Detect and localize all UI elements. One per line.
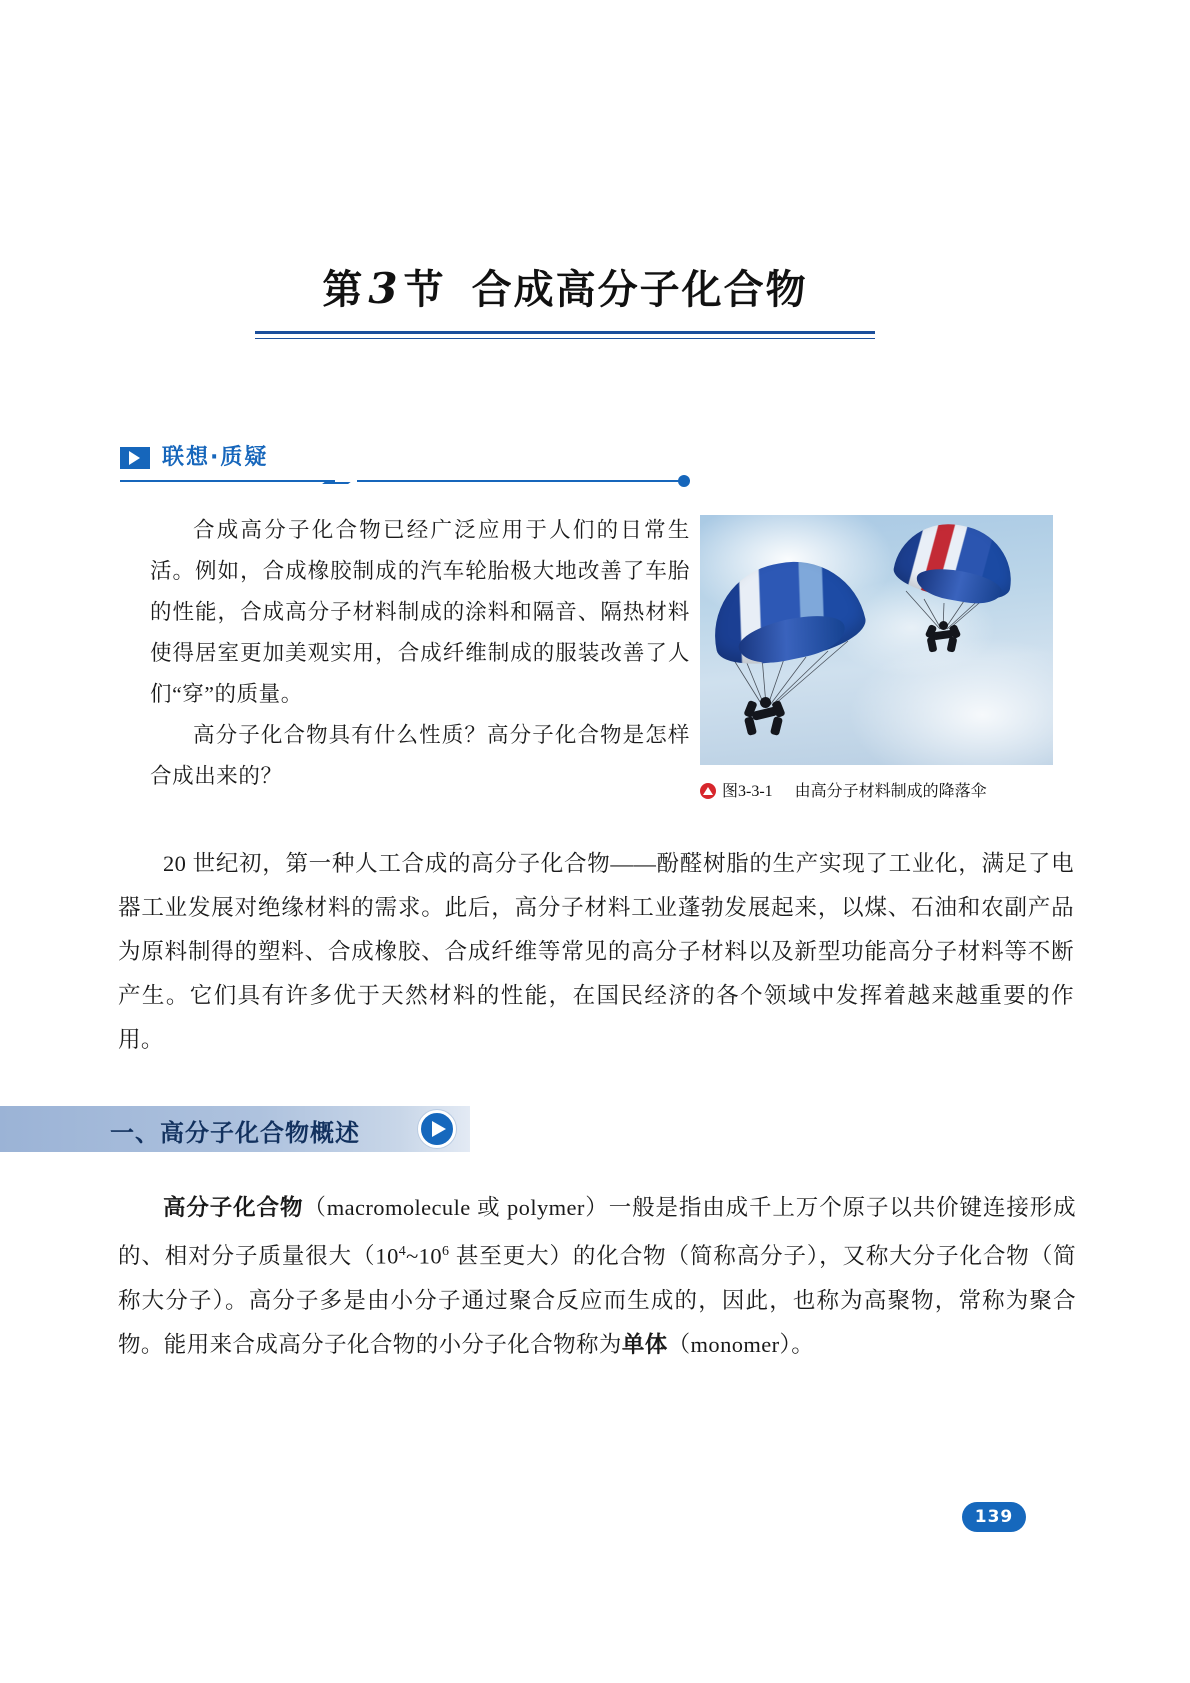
definition-mid-1: ~10 [406,1243,442,1269]
page-title [255,258,875,315]
skydiver-two-head [939,621,948,630]
lianxiang-underline-left [120,480,335,482]
title-section-word: 节 [403,266,446,313]
definition-part-1: （macromolecule 或 polymer）一般是指由成千上万个原子以共价键连接形成的、相对分子质量很大（10 [118,1195,1076,1269]
play-triangle-icon [120,447,150,469]
figure-caption [700,778,1060,801]
title-main: 合成高分子化合物 [471,266,808,313]
definition-term: 高分子化合物 [163,1195,304,1220]
lianxiang-end-dot-icon [678,475,690,487]
body-paragraph: 20 世纪初，第一种人工合成的高分子化合物——酚醛树脂的生产实现了工业化，满足了电器工业发展对绝缘材料的需求。此后，高分子材料工业蓬勃发展起来，以煤、石油和农副产品为原料制得的塑料、合成橡胶、合成纤维等常见的高分子材料以及新型功能高分子材料等不断产生。它们具有许多优于天然材料的性能，在国民经济的各个领域中发挥着越来越重要的作用。 [118,851,1074,1052]
title-number: 3 [368,264,400,313]
lianxiang-label: 联想·质疑 [162,445,269,470]
lianxiang-paragraph-1: 合成高分子化合物已经广泛应用于人们的日常生活。例如，合成橡胶制成的汽车轮胎极大地改善了车胎的性能，合成高分子材料制成的涂料和隔音、隔热材料使得居室更加美观实用，合成纤维制成的服装改善了人们“穿”的质量。 [150,518,690,706]
definition-exponent-1: 4 [398,1244,407,1259]
title-prefix: 第 [322,266,365,313]
lianxiang-underline-right [357,480,682,482]
title-rule-thin [255,338,875,339]
caption-marker-icon [700,783,716,799]
figure-caption-number: 图3-3-1 [722,783,773,800]
definition-exponent-2: 6 [441,1244,450,1259]
definition-term-2: 单体 [621,1331,668,1357]
figure-caption-text: 由高分子材料制成的降落伞 [794,783,987,800]
definition-part-2: 甚至更大）的化合物（简称高分子），又称大分子化合物（简称大分子）。高分子多是由小分子通过聚合反应而生成的，因此，也称为高聚物，常称为聚合物。能用来合成高分子化合物的小分子化合物称为 [118,1243,1077,1357]
lianxiang-text [150,510,690,797]
definition-part-3: （monomer）。 [667,1331,815,1357]
skydiver-one-head [760,697,771,708]
body-text [118,842,1074,1062]
title-rule-thick [255,331,875,334]
lianxiang-paragraph-2: 高分子化合物具有什么性质？高分子化合物是怎样合成出来的？ [150,723,690,788]
page-number: 139 [962,1502,1026,1532]
section-heading: 一、高分子化合物概述 [110,1119,360,1147]
figure-parachutes [700,515,1053,765]
definition-text [118,1186,1076,1367]
arrow-right-icon[interactable] [418,1110,456,1148]
title-divider [255,331,875,339]
lianxiang-header [120,440,690,492]
